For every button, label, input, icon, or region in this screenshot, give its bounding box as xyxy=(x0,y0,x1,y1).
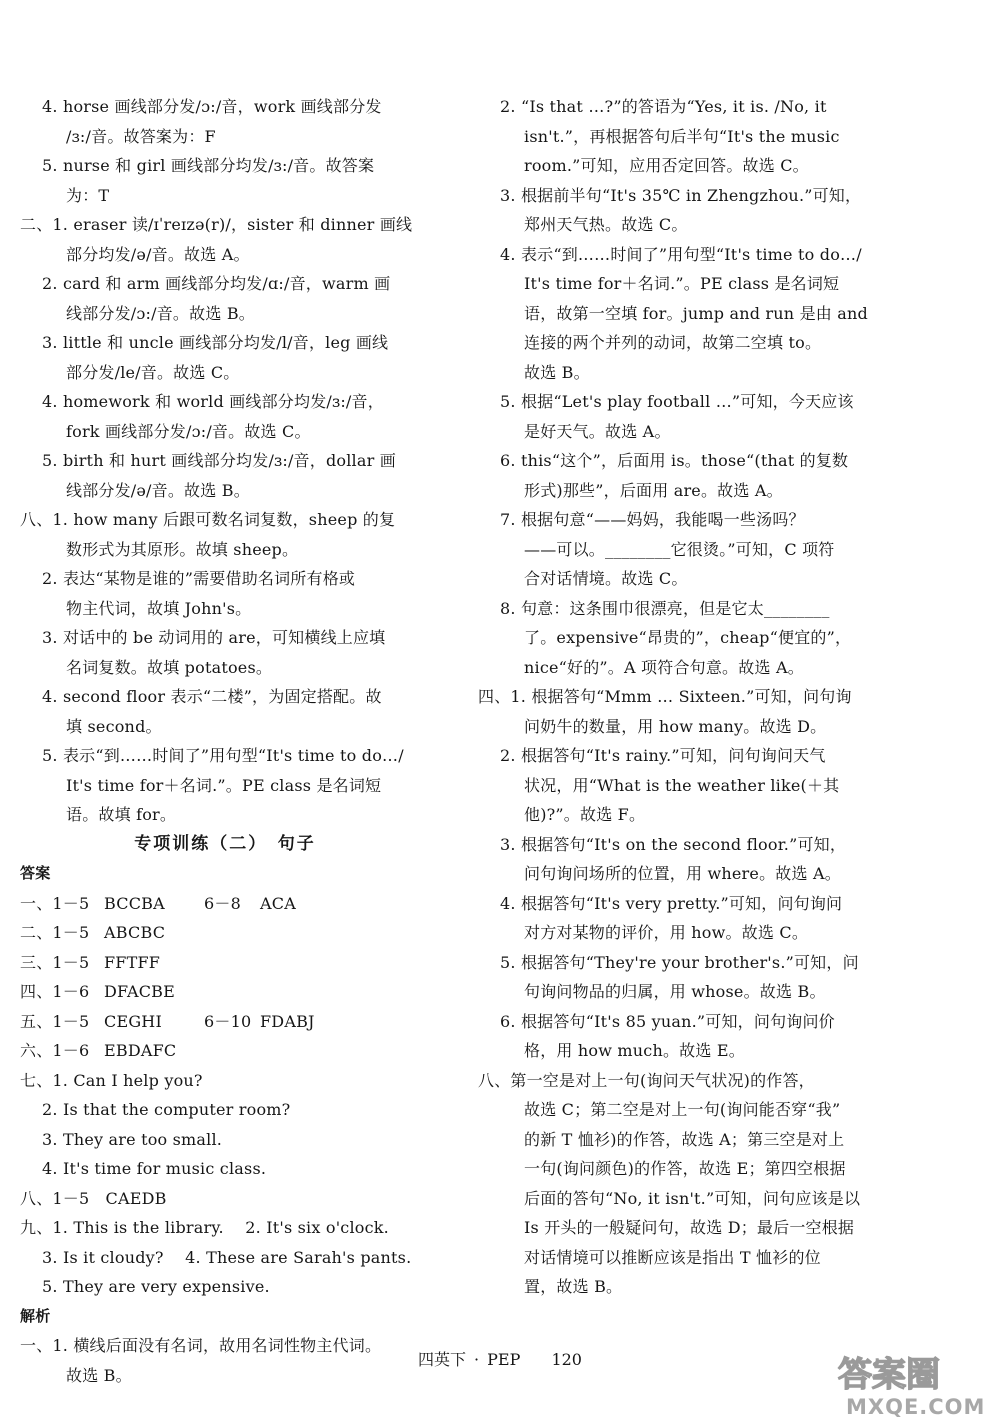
answers-label: 答案 xyxy=(20,864,51,882)
left-explanation-line: 为：T xyxy=(66,185,110,205)
left-explanation-line: 5. nurse 和 girl 画线部分均发/ɜ:/音。故答案 xyxy=(42,156,375,175)
left-explanation-line: 4. horse 画线部分发/ɔ:/音，work 画线部分发 xyxy=(42,97,382,116)
answer-sentence-line: 九、1. This is the library. 2. It's six o'clock. xyxy=(20,1218,389,1237)
right-explanation-line: 是好天气。故选 A。 xyxy=(524,421,671,441)
right-explanation-line: 8. 句意：这条围巾很漂亮，但是它太________ xyxy=(500,598,830,618)
answer-row xyxy=(20,889,296,919)
right-explanation-line: 6. this“这个”，后面用 is。those“(that 的复数 xyxy=(500,451,849,470)
right-explanation-line: 5. 根据答句“They're your brother's.”可知，问 xyxy=(500,952,859,972)
right-explanation-line: nice“好的”。A 项符合句意。故选 A。 xyxy=(524,657,804,677)
answer-k: 二、1－5 xyxy=(20,923,90,942)
right-explanation-line: 句询问物品的归属，用 whose。故选 B。 xyxy=(524,982,826,1001)
right-explanation-line: 6. 根据答句“It's 85 yuan.”可知，问句询问价 xyxy=(500,1011,835,1031)
right-explanation-line: 格，用 how much。故选 E。 xyxy=(524,1041,745,1060)
right-explanation-line: 四、1. 根据答句“Mmm … Sixteen.”可知，问句询 xyxy=(478,687,852,706)
watermark-url: MXQE.COM xyxy=(846,1395,986,1419)
section-heading: 专项训练（二） 句子 xyxy=(134,833,316,854)
watermark-logo xyxy=(832,1352,992,1420)
answer-k2: 6－10 xyxy=(204,1011,252,1031)
answer-row xyxy=(20,1036,260,1066)
footer-book: 四英下 xyxy=(418,1350,467,1369)
footer-dot: · xyxy=(474,1350,480,1369)
left-explanations xyxy=(20,92,430,830)
right-explanation-line: 故选 B。 xyxy=(524,362,590,382)
left-explanation-line: 4. homework 和 world 画线部分均发/ɜ:/音， xyxy=(42,392,384,411)
left-explanation-line: 3. 对话中的 be 动词用的 are，可知横线上应填 xyxy=(42,628,386,647)
right-explanation-line: 形式)那些”，后面用 are。故选 A。 xyxy=(524,480,783,500)
right-explanation-line: ——可以。________它很烫。”可知，C 项符 xyxy=(524,539,835,559)
left-explanation-line: 数形式为其原形。故填 sheep。 xyxy=(66,539,299,559)
answer-sentences xyxy=(20,1066,430,1302)
right-explanation-line: 对方对某物的评价，用 how。故选 C。 xyxy=(524,923,809,942)
answer-k: 一、1－5 xyxy=(20,893,90,913)
right-explanations xyxy=(478,92,878,1302)
left-explanation-line: 部分均发/ə/音。故选 A。 xyxy=(66,244,250,264)
right-explanation-line: 2. 根据答句“It's rainy.”可知，问句询问天气 xyxy=(500,746,826,765)
left-explanation-line: 线部分发/ə/音。故选 B。 xyxy=(66,480,250,500)
right-explanation-line: isn't.”，再根据答句后半句“It's the music xyxy=(524,126,840,146)
left-explanation-line: fork 画线部分发/ɔ:/音。故选 C。 xyxy=(66,421,311,441)
left-explanation-line: 部分发/le/音。故选 C。 xyxy=(66,362,240,382)
right-explanation-line: 一句(询问颜色)的作答，故选 E；第四空根据 xyxy=(524,1159,846,1178)
page-number: 120 xyxy=(551,1350,582,1369)
answer-row xyxy=(20,1007,315,1037)
analysis-line: 故选 B。 xyxy=(66,1365,132,1385)
answer-v: DFACBE xyxy=(104,982,175,1001)
right-explanation-line: 7. 根据句意“——妈妈，我能喝一些汤吗？ xyxy=(500,510,805,529)
answer-k2: 6－8 xyxy=(204,893,241,913)
answer-sentence-line: 八、1－5 CAEDB xyxy=(20,1188,167,1208)
left-explanation-line: It's time for＋名词.”。PE class 是名词短 xyxy=(66,775,382,795)
right-explanation-line: 4. 根据答句“It's very pretty.”可知，问句询问 xyxy=(500,893,843,913)
answer-v: CEGHI xyxy=(104,1011,162,1031)
right-explanation-line: 的新 T 恤衫)的作答，故选 A；第三空是对上 xyxy=(524,1129,845,1149)
right-explanation-line: 后面的答句“No, it isn't.”可知，问句应该是以 xyxy=(524,1188,861,1208)
answer-row xyxy=(20,948,260,978)
right-explanation-line: 故选 C；第二空是对上一句(询问能否穿“我” xyxy=(524,1100,841,1119)
left-explanation-line: 5. birth 和 hurt 画线部分均发/ɜ:/音，dollar 画 xyxy=(42,451,396,470)
left-explanation-line: 2. card 和 arm 画线部分均发/ɑ:/音，warm 画 xyxy=(42,274,391,293)
answer-grid xyxy=(20,889,430,1066)
answer-sentence-line: 4. It's time for music class. xyxy=(42,1159,267,1178)
right-explanation-line: 3. 根据前半句“It's 35℃ in Zhengzhou.”可知， xyxy=(500,185,862,205)
answer-v: BCCBA xyxy=(104,893,165,913)
answer-sentence-line: 七、1. Can I help you? xyxy=(20,1070,203,1090)
right-explanation-line: 问句询问场所的位置，用 where。故选 A。 xyxy=(524,864,841,883)
left-explanation-line: 名词复数。故填 potatoes。 xyxy=(66,657,273,677)
watermark-logo-text: 答案圈 xyxy=(838,1355,940,1395)
right-explanation-line: room.”可知，应用否定回答。故选 C。 xyxy=(524,156,809,175)
right-column xyxy=(478,92,878,1302)
right-explanation-line: 2. “Is that …?”的答语为“Yes, it is. /No, it xyxy=(500,97,827,116)
right-explanation-line: 4. 表示“到……时间了”用句型“It's time to do…/ xyxy=(500,244,862,264)
answer-sentence-line: 2. Is that the computer room? xyxy=(42,1100,291,1119)
answer-sentence-line: 5. They are very expensive. xyxy=(42,1277,270,1296)
answer-row xyxy=(20,977,260,1007)
analysis-line: 一、1. 横线后面没有名词，故用名词性物主代词。 xyxy=(20,1336,382,1355)
right-explanation-line: 状况，用“What is the weather like(＋其 xyxy=(524,775,840,795)
answer-v2: FDABJ xyxy=(260,1011,315,1031)
left-explanation-line: 5. 表示“到……时间了”用句型“It's time to do…/ xyxy=(42,746,404,765)
right-explanation-line: It's time for＋名词.”。PE class 是名词短 xyxy=(524,274,840,293)
left-column xyxy=(20,92,430,1390)
left-explanation-line: 二、1. eraser 读/ɪˈreɪzə(r)/，sister 和 dinner 画线 xyxy=(20,215,413,234)
left-explanation-line: 线部分发/ɔ:/音。故选 B。 xyxy=(66,303,255,323)
right-explanation-line: 他)?”。故选 F。 xyxy=(524,805,646,824)
right-explanation-line: 语，故第一空填 for。jump and run 是由 and xyxy=(524,303,868,323)
answer-row xyxy=(20,918,260,948)
analysis-label: 解析 xyxy=(20,1306,51,1325)
right-explanation-line: 问奶牛的数量，用 how many。故选 D。 xyxy=(524,716,827,736)
answer-v: FFTFF xyxy=(104,952,161,972)
answer-sentence-line: 3. They are too small. xyxy=(42,1129,223,1149)
right-explanation-line: 3. 根据答句“It's on the second floor.”可知， xyxy=(500,834,847,854)
right-explanation-line: 连接的两个并列的动词，故第二空填 to。 xyxy=(524,333,822,352)
answer-v: EBDAFC xyxy=(104,1041,177,1060)
left-explanation-line: /ɜ:/音。故答案为：F xyxy=(66,126,216,146)
answer-k: 四、1－6 xyxy=(20,982,90,1001)
right-explanation-line: 合对话情境。故选 C。 xyxy=(524,569,688,588)
answer-v: ABCBC xyxy=(104,923,166,942)
left-explanation-line: 2. 表达“某物是谁的”需要借助名词所有格或 xyxy=(42,569,356,588)
right-explanation-line: 郑州天气热。故选 C。 xyxy=(524,215,688,234)
right-explanation-line: 置，故选 B。 xyxy=(524,1277,623,1296)
left-explanation-line: 填 second。 xyxy=(66,716,162,736)
left-explanation-line: 物主代词，故填 John's。 xyxy=(66,598,252,618)
answer-k: 五、1－5 xyxy=(20,1011,90,1031)
answer-k: 六、1－6 xyxy=(20,1041,90,1060)
left-explanation-line: 4. second floor 表示“二楼”，为固定搭配。故 xyxy=(42,687,382,706)
right-explanation-line: 了。expensive“昂贵的”，cheap“便宜的”， xyxy=(524,628,852,647)
left-explanation-line: 3. little 和 uncle 画线部分均发/l/音，leg 画线 xyxy=(42,333,389,352)
right-explanation-line: 八、第一空是对上一句(询问天气状况)的作答， xyxy=(478,1070,815,1090)
right-explanation-line: 5. 根据“Let's play football …”可知，今天应该 xyxy=(500,392,854,411)
answer-sentence-line: 3. Is it cloudy? 4. These are Sarah's pants. xyxy=(42,1247,412,1267)
left-explanation-line: 八、1. how many 后跟可数名词复数，sheep 的复 xyxy=(20,510,396,529)
left-explanation-line: 语。故填 for。 xyxy=(66,805,177,824)
right-explanation-line: 对话情境可以推断应该是指出 T 恤衫的位 xyxy=(524,1247,821,1267)
answer-v2: ACA xyxy=(260,893,296,913)
answer-k: 三、1－5 xyxy=(20,952,90,972)
footer-edition: PEP xyxy=(487,1350,521,1369)
right-explanation-line: Is 开头的一般疑问句，故选 D；最后一空根据 xyxy=(524,1218,855,1237)
